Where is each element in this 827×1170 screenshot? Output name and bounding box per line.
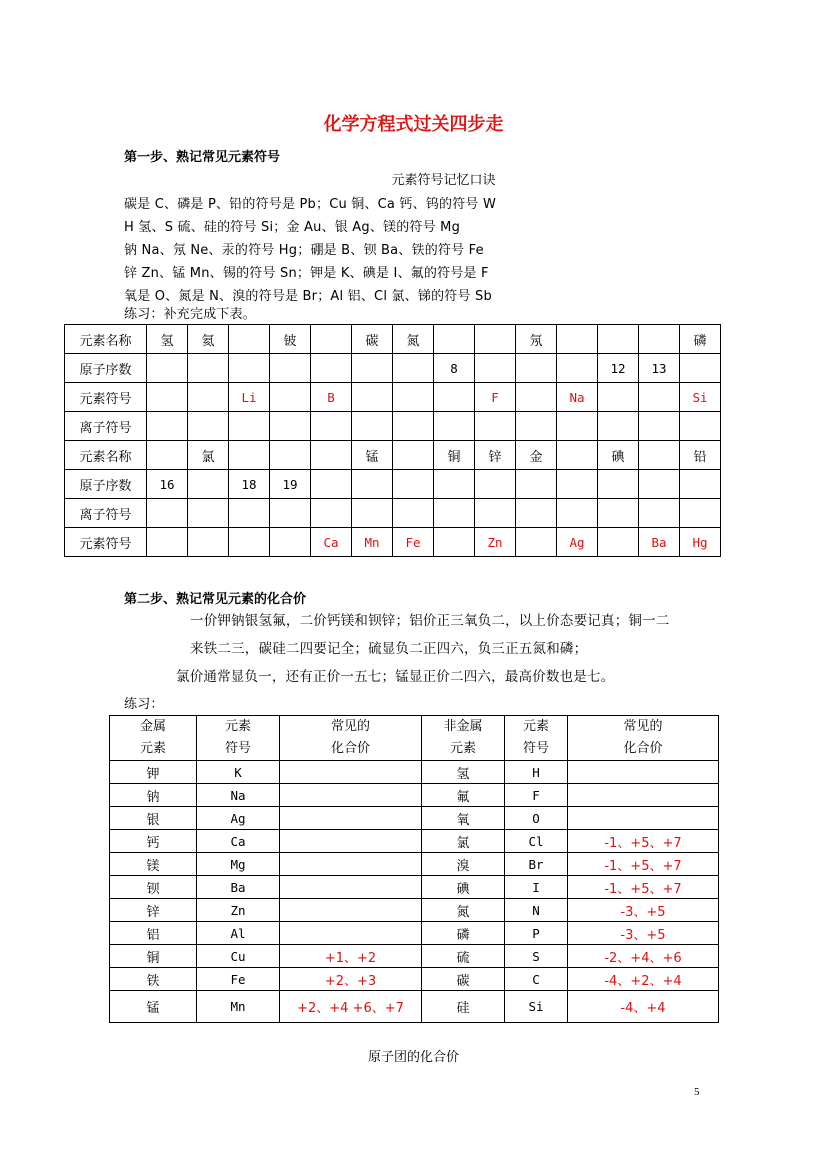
valence-table bbox=[109, 715, 719, 1023]
table-cell: 氯 bbox=[422, 830, 505, 853]
table-row bbox=[65, 441, 721, 470]
table-row bbox=[110, 945, 719, 968]
table-cell: O bbox=[505, 807, 568, 830]
column-header: 金属 元素 bbox=[110, 716, 197, 761]
row-label: 原子序数 bbox=[65, 354, 147, 383]
table-row bbox=[110, 807, 719, 830]
table-cell: Mn bbox=[197, 991, 280, 1023]
table-cell: Si bbox=[505, 991, 568, 1023]
column-header: 常见的 化合价 bbox=[280, 716, 422, 761]
table-cell bbox=[147, 412, 188, 441]
table-cell: Fe bbox=[197, 968, 280, 991]
table-cell bbox=[557, 470, 598, 499]
table-cell bbox=[147, 528, 188, 557]
table-cell: +2、+4 +6、+7 bbox=[280, 991, 422, 1023]
table-cell: Hg bbox=[680, 528, 721, 557]
step1-heading: 第一步、熟记常见元素符号 bbox=[124, 150, 281, 165]
page-number: 5 bbox=[694, 1086, 700, 1098]
table-cell: 锌 bbox=[475, 441, 516, 470]
table-cell: Mg bbox=[197, 853, 280, 876]
table-cell: 16 bbox=[147, 470, 188, 499]
table-cell: 氦 bbox=[188, 325, 229, 354]
table-cell bbox=[352, 383, 393, 412]
table-cell bbox=[270, 383, 311, 412]
table-cell bbox=[311, 499, 352, 528]
table-cell: Ba bbox=[639, 528, 680, 557]
table-cell: Ca bbox=[311, 528, 352, 557]
table-cell: +1、+2 bbox=[280, 945, 422, 968]
table-cell: Ba bbox=[197, 876, 280, 899]
table-cell bbox=[352, 412, 393, 441]
table-cell bbox=[352, 354, 393, 383]
table-row bbox=[110, 922, 719, 945]
atomic-group-title: 原子团的化合价 bbox=[367, 1050, 459, 1065]
table-cell: 氮 bbox=[393, 325, 434, 354]
table-cell: 铜 bbox=[110, 945, 197, 968]
table-cell bbox=[434, 325, 475, 354]
table-cell: 硫 bbox=[422, 945, 505, 968]
table-cell: 铅 bbox=[680, 441, 721, 470]
table-cell: 碳 bbox=[422, 968, 505, 991]
table-cell: 磷 bbox=[680, 325, 721, 354]
table-cell bbox=[639, 470, 680, 499]
table-cell bbox=[557, 441, 598, 470]
table-cell: C bbox=[505, 968, 568, 991]
table-cell bbox=[516, 470, 557, 499]
valence-line-3: 氯价通常显负一，还有正价一五七；锰显正价二四六，最高价数也是七。 bbox=[176, 669, 615, 685]
valence-line-1: 一价钾钠银氢氟，二价钙镁和钡锌；铝价正三氧负二，以上价态要记真；铜一二 bbox=[190, 613, 670, 629]
table-cell: 氖 bbox=[516, 325, 557, 354]
exercise-2-label: 练习： bbox=[124, 697, 164, 712]
table-cell: 氯 bbox=[188, 441, 229, 470]
exercise-1-label: 练习：补充完成下表。 bbox=[124, 307, 257, 322]
table-cell bbox=[229, 325, 270, 354]
table-cell bbox=[639, 499, 680, 528]
table-cell bbox=[188, 499, 229, 528]
table-cell: 铜 bbox=[434, 441, 475, 470]
table-cell bbox=[270, 354, 311, 383]
table-cell bbox=[680, 470, 721, 499]
element-symbol-table bbox=[64, 324, 721, 557]
table-cell bbox=[598, 325, 639, 354]
table-cell: -1、+5、+7 bbox=[568, 876, 719, 899]
table-cell bbox=[280, 807, 422, 830]
table-row bbox=[110, 991, 719, 1023]
table-cell: Zn bbox=[197, 899, 280, 922]
table-cell bbox=[557, 499, 598, 528]
table-cell: 钙 bbox=[110, 830, 197, 853]
table-cell bbox=[188, 528, 229, 557]
table-row bbox=[110, 853, 719, 876]
table-cell: -1、+5、+7 bbox=[568, 853, 719, 876]
table-cell: K bbox=[197, 761, 280, 784]
table-cell: Br bbox=[505, 853, 568, 876]
valence-line-2: 来铁二三，碳硅二四要记全；硫显负二正四六，负三正五氮和磷； bbox=[190, 641, 588, 657]
table-cell: -1、+5、+7 bbox=[568, 830, 719, 853]
table-row bbox=[110, 876, 719, 899]
table-cell: 碘 bbox=[598, 441, 639, 470]
table-cell: -3、+5 bbox=[568, 899, 719, 922]
table-cell: I bbox=[505, 876, 568, 899]
table-cell bbox=[270, 528, 311, 557]
table-cell: 锌 bbox=[110, 899, 197, 922]
table-cell bbox=[598, 383, 639, 412]
table-cell: Al bbox=[197, 922, 280, 945]
row-label: 元素名称 bbox=[65, 325, 147, 354]
table-cell: Zn bbox=[475, 528, 516, 557]
table-cell bbox=[311, 470, 352, 499]
table-cell bbox=[434, 528, 475, 557]
table-cell: 金 bbox=[516, 441, 557, 470]
table-cell bbox=[229, 354, 270, 383]
table-cell bbox=[598, 470, 639, 499]
table-cell: +2、+3 bbox=[280, 968, 422, 991]
table-row bbox=[65, 499, 721, 528]
table-cell: 铁 bbox=[110, 968, 197, 991]
table-cell bbox=[188, 470, 229, 499]
table-cell bbox=[475, 325, 516, 354]
table-cell bbox=[270, 441, 311, 470]
column-header: 元素 符号 bbox=[197, 716, 280, 761]
table-cell bbox=[229, 412, 270, 441]
table-cell bbox=[188, 383, 229, 412]
table-cell bbox=[147, 383, 188, 412]
table-row bbox=[65, 412, 721, 441]
table-row bbox=[65, 354, 721, 383]
table-cell: Si bbox=[680, 383, 721, 412]
table-cell: -4、+2、+4 bbox=[568, 968, 719, 991]
table-cell: 氮 bbox=[422, 899, 505, 922]
table-cell bbox=[598, 412, 639, 441]
table-cell: P bbox=[505, 922, 568, 945]
table-cell bbox=[598, 499, 639, 528]
table-cell: -4、+4 bbox=[568, 991, 719, 1023]
table-cell bbox=[280, 761, 422, 784]
table-cell: 8 bbox=[434, 354, 475, 383]
table-row bbox=[65, 325, 721, 354]
table-cell bbox=[639, 412, 680, 441]
table-cell bbox=[311, 354, 352, 383]
table-cell bbox=[229, 528, 270, 557]
table-cell: 铍 bbox=[270, 325, 311, 354]
row-label: 离子符号 bbox=[65, 499, 147, 528]
table-header-row bbox=[110, 716, 719, 761]
table-cell: 硅 bbox=[422, 991, 505, 1023]
table-cell: H bbox=[505, 761, 568, 784]
table-cell: 12 bbox=[598, 354, 639, 383]
table-cell bbox=[568, 807, 719, 830]
mnemonic-title: 元素符号记忆口诀 bbox=[391, 173, 496, 188]
table-cell: Cu bbox=[197, 945, 280, 968]
mnemonic-line-1: 碳是 C、磷是 P、铅的符号是 Pb；Cu 铜、Ca 钙、钨的符号 W bbox=[124, 197, 497, 212]
table-cell: 氢 bbox=[147, 325, 188, 354]
table-row bbox=[110, 968, 719, 991]
table-cell: N bbox=[505, 899, 568, 922]
table-cell bbox=[516, 412, 557, 441]
table-cell: 磷 bbox=[422, 922, 505, 945]
table-cell: -2、+4、+6 bbox=[568, 945, 719, 968]
table-cell bbox=[475, 470, 516, 499]
row-label: 元素符号 bbox=[65, 383, 147, 412]
table-cell: 银 bbox=[110, 807, 197, 830]
table-cell: Ag bbox=[197, 807, 280, 830]
table-cell: 碳 bbox=[352, 325, 393, 354]
table-cell bbox=[475, 499, 516, 528]
column-header: 常见的 化合价 bbox=[568, 716, 719, 761]
table-cell: B bbox=[311, 383, 352, 412]
table-cell bbox=[434, 470, 475, 499]
table-cell bbox=[188, 354, 229, 383]
table-cell bbox=[280, 899, 422, 922]
table-cell bbox=[680, 412, 721, 441]
table-cell bbox=[352, 499, 393, 528]
table-cell: Li bbox=[229, 383, 270, 412]
table-cell bbox=[557, 354, 598, 383]
table-cell bbox=[280, 784, 422, 807]
table-cell: 氟 bbox=[422, 784, 505, 807]
table-cell bbox=[639, 441, 680, 470]
column-header: 元素 符号 bbox=[505, 716, 568, 761]
table-cell: 18 bbox=[229, 470, 270, 499]
table-cell bbox=[280, 876, 422, 899]
table-row bbox=[65, 470, 721, 499]
table-cell bbox=[270, 499, 311, 528]
column-header: 非金属 元素 bbox=[422, 716, 505, 761]
table-cell: 钠 bbox=[110, 784, 197, 807]
table-row bbox=[65, 383, 721, 412]
table-cell bbox=[270, 412, 311, 441]
table-cell bbox=[680, 499, 721, 528]
table-cell: 碘 bbox=[422, 876, 505, 899]
row-label: 元素名称 bbox=[65, 441, 147, 470]
table-cell bbox=[516, 528, 557, 557]
table-cell: S bbox=[505, 945, 568, 968]
table-cell: Cl bbox=[505, 830, 568, 853]
table-cell bbox=[188, 412, 229, 441]
table-cell: 氢 bbox=[422, 761, 505, 784]
table-cell bbox=[280, 922, 422, 945]
table-cell bbox=[639, 383, 680, 412]
table-cell: -3、+5 bbox=[568, 922, 719, 945]
table-cell bbox=[229, 499, 270, 528]
mnemonic-line-2: H 氢、S 硫、硅的符号 Si；金 Au、银 Ag、镁的符号 Mg bbox=[124, 220, 461, 235]
table-cell bbox=[680, 354, 721, 383]
table-cell bbox=[434, 383, 475, 412]
table-cell bbox=[311, 412, 352, 441]
table-cell: Fe bbox=[393, 528, 434, 557]
table-cell: Mn bbox=[352, 528, 393, 557]
table-row bbox=[110, 761, 719, 784]
table-cell bbox=[280, 853, 422, 876]
table-cell bbox=[568, 761, 719, 784]
table-cell: 锰 bbox=[110, 991, 197, 1023]
table-cell bbox=[516, 354, 557, 383]
table-cell bbox=[557, 325, 598, 354]
table-cell bbox=[516, 499, 557, 528]
step2-heading: 第二步、熟记常见元素的化合价 bbox=[124, 592, 307, 607]
table-cell bbox=[393, 412, 434, 441]
table-cell bbox=[393, 354, 434, 383]
row-label: 原子序数 bbox=[65, 470, 147, 499]
table-cell: Ca bbox=[197, 830, 280, 853]
table-cell bbox=[393, 383, 434, 412]
table-cell bbox=[311, 441, 352, 470]
table-cell: 氧 bbox=[422, 807, 505, 830]
table-cell: 钾 bbox=[110, 761, 197, 784]
table-row bbox=[110, 784, 719, 807]
table-cell bbox=[434, 412, 475, 441]
table-cell bbox=[311, 325, 352, 354]
table-cell bbox=[598, 528, 639, 557]
table-cell: 镁 bbox=[110, 853, 197, 876]
table-row bbox=[110, 899, 719, 922]
table-cell bbox=[434, 499, 475, 528]
table-cell bbox=[280, 830, 422, 853]
table-row bbox=[65, 528, 721, 557]
table-cell: 溴 bbox=[422, 853, 505, 876]
table-cell: F bbox=[505, 784, 568, 807]
table-cell: Ag bbox=[557, 528, 598, 557]
mnemonic-line-3: 钠 Na、氖 Ne、汞的符号 Hg；硼是 B、钡 Ba、铁的符号 Fe bbox=[124, 243, 484, 258]
row-label: 元素符号 bbox=[65, 528, 147, 557]
table-cell bbox=[475, 412, 516, 441]
table-cell bbox=[147, 499, 188, 528]
table-cell: 钡 bbox=[110, 876, 197, 899]
table-cell: 13 bbox=[639, 354, 680, 383]
table-cell bbox=[229, 441, 270, 470]
table-cell: 铝 bbox=[110, 922, 197, 945]
table-cell bbox=[393, 499, 434, 528]
row-label: 离子符号 bbox=[65, 412, 147, 441]
table-cell bbox=[393, 470, 434, 499]
table-cell bbox=[557, 412, 598, 441]
table-cell bbox=[147, 354, 188, 383]
table-cell: 19 bbox=[270, 470, 311, 499]
table-cell bbox=[639, 325, 680, 354]
table-cell bbox=[393, 441, 434, 470]
table-cell: Na bbox=[197, 784, 280, 807]
table-cell: F bbox=[475, 383, 516, 412]
table-cell bbox=[475, 354, 516, 383]
table-cell bbox=[516, 383, 557, 412]
table-cell bbox=[147, 441, 188, 470]
mnemonic-line-4: 锌 Zn、锰 Mn、锡的符号 Sn；钾是 K、碘是 I、氟的符号是 F bbox=[124, 266, 489, 281]
table-cell: 锰 bbox=[352, 441, 393, 470]
table-row bbox=[110, 830, 719, 853]
table-cell: Na bbox=[557, 383, 598, 412]
table-cell bbox=[568, 784, 719, 807]
table-cell bbox=[352, 470, 393, 499]
mnemonic-line-5: 氧是 O、氮是 N、溴的符号是 Br；Al 铝、Cl 氯、锑的符号 Sb bbox=[124, 289, 492, 304]
page-title: 化学方程式过关四步走 bbox=[323, 114, 504, 135]
